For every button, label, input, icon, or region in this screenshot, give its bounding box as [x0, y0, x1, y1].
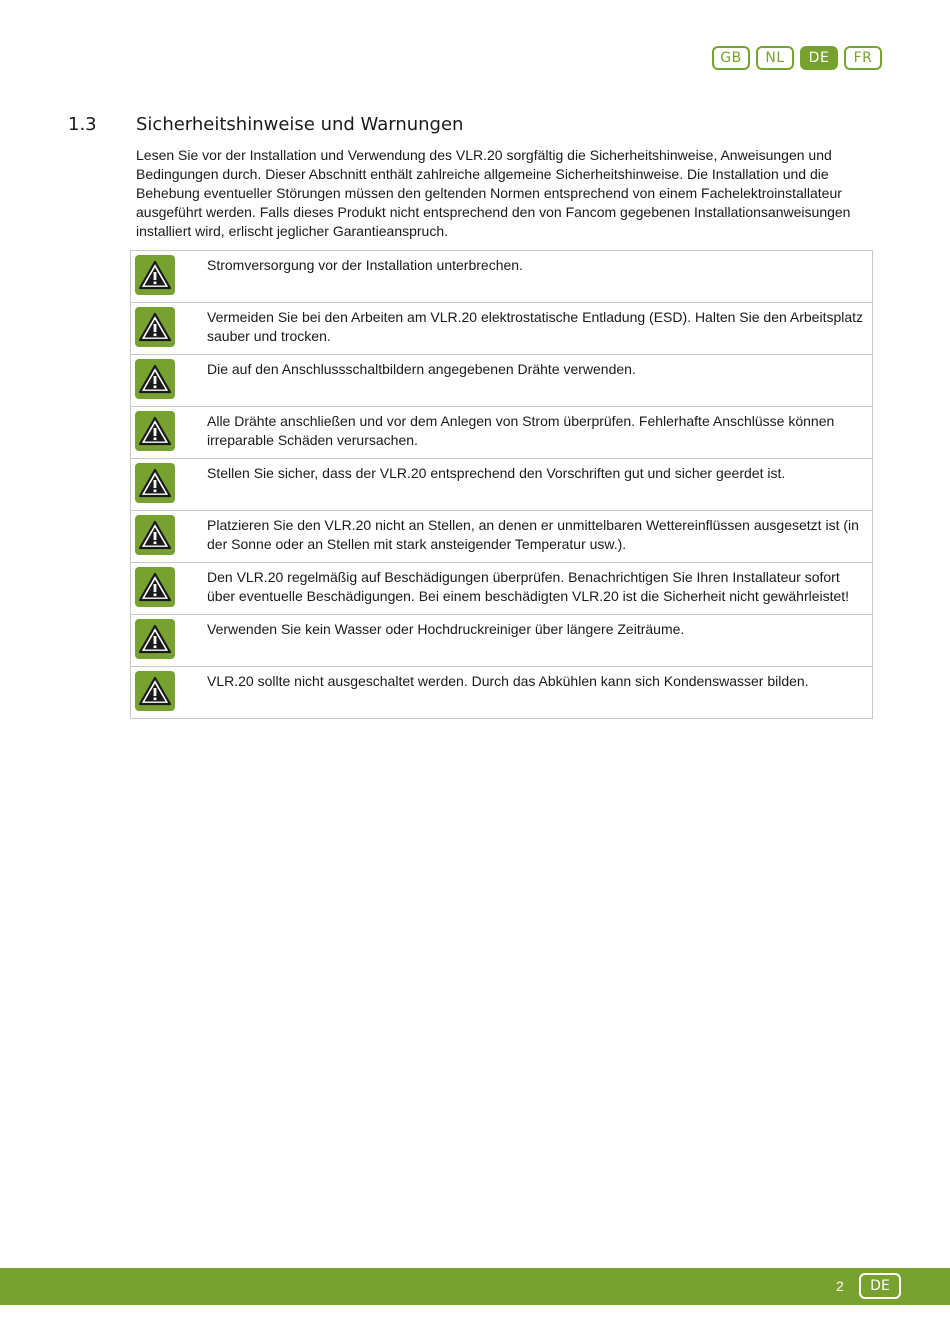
warning-row — [131, 666, 872, 718]
page-number: 2 — [836, 1278, 844, 1294]
warning-triangle-icon — [135, 619, 175, 659]
warning-triangle-icon — [135, 359, 175, 399]
language-tab-gb[interactable]: GB — [712, 46, 750, 70]
warning-text: Verwenden Sie kein Wasser oder Hochdruckreiniger über längere Zeiträume. — [207, 621, 685, 637]
warning-row — [131, 406, 872, 458]
warning-row — [131, 458, 872, 510]
warning-triangle-icon — [135, 255, 175, 295]
warning-row — [131, 562, 872, 614]
warning-text: Alle Drähte anschließen und vor dem Anlegen von Strom überprüfen. Fehlerhafte Anschlüsse können irreparable Schäden verursachen. — [207, 413, 835, 448]
warning-triangle-icon — [135, 307, 175, 347]
section-number: 1.3 — [68, 114, 97, 135]
warning-triangle-icon — [135, 515, 175, 555]
warning-text: Den VLR.20 regelmäßig auf Beschädigungen überprüfen. Benachrichtigen Sie Ihren Installateur sofort über eventuelle Beschädigungen. Bei einem beschädigten VLR.20 ist die Sicherheit nicht gewährleistet! — [207, 569, 850, 604]
warning-text: Platzieren Sie den VLR.20 nicht an Stellen, an denen er unmittelbaren Wettereinflüssen ausgesetzt ist (in der Sonne oder an Stellen mit stark ansteigender Temperatur usw.). — [207, 517, 859, 552]
intro-paragraph: Lesen Sie vor der Installation und Verwendung des VLR.20 sorgfältig die Sicherheitshinweise, Anweisungen und Bedingungen durch. Dieser Abschnitt enthält zahlreiche allgemeine Sicherheitshinweise. Die Installation und die Behebung eventueller Störungen müssen den geltenden Normen entsprechend von einem Fachelektroinstallateur ausgeführt werden. Falls dieses Produkt nicht entsprechend den von Fancom gegebenen Installationsanweisungen installiert wird, erlischt jeglicher Garantieanspruch. — [136, 147, 851, 239]
language-tab-nl[interactable]: NL — [756, 46, 794, 70]
warning-triangle-icon — [135, 463, 175, 503]
warning-text: VLR.20 sollte nicht ausgeschaltet werden. Durch das Abkühlen kann sich Kondenswasser bilden. — [207, 673, 809, 689]
warning-text: Stellen Sie sicher, dass der VLR.20 entsprechend den Vorschriften gut und sicher geerdet ist. — [207, 465, 786, 481]
warning-text: Vermeiden Sie bei den Arbeiten am VLR.20 elektrostatische Entladung (ESD). Halten Sie den Arbeitsplatz sauber und trocken. — [207, 309, 864, 344]
warning-row — [131, 302, 872, 354]
warning-triangle-icon — [135, 567, 175, 607]
section-title: Sicherheitshinweise und Warnungen — [136, 114, 464, 135]
warning-row — [131, 614, 872, 666]
warning-triangle-icon — [135, 671, 175, 711]
warnings-table — [130, 250, 873, 719]
footer-language-badge: DE — [859, 1273, 901, 1299]
warning-text: Stromversorgung vor der Installation unterbrechen. — [207, 257, 523, 273]
language-tab-de[interactable]: DE — [800, 46, 838, 70]
warning-text: Die auf den Anschlussschaltbildern angegebenen Drähte verwenden. — [207, 361, 636, 377]
warning-triangle-icon — [135, 411, 175, 451]
warning-row — [131, 354, 872, 406]
warning-row — [131, 510, 872, 562]
language-selector — [712, 46, 882, 70]
footer-bar — [0, 1268, 950, 1305]
language-tab-fr[interactable]: FR — [844, 46, 882, 70]
warning-row — [131, 251, 872, 302]
